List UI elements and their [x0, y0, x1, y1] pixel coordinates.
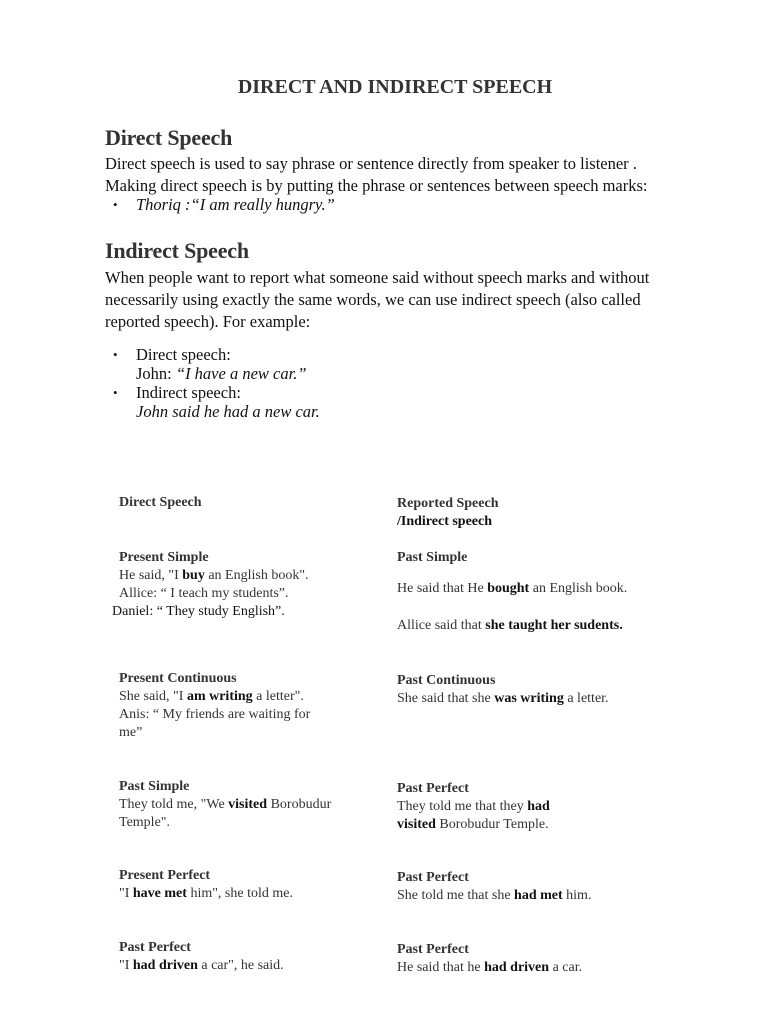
tense-label: Present Simple	[119, 550, 209, 565]
example-line: Allice said that she taught her sudents.	[397, 618, 623, 633]
example-line: She said, "I am writing a letter".	[119, 689, 304, 704]
example-label-indirect: Indirect speech:	[136, 383, 241, 402]
direct-speech-heading: Direct Speech	[105, 125, 233, 150]
table-row-4-reported	[397, 869, 591, 905]
indirect-speech-heading: Indirect Speech	[105, 238, 249, 263]
direct-example-list	[105, 195, 335, 214]
column-header-line-1: Reported Speech	[397, 496, 499, 511]
table-row-2-reported	[397, 672, 609, 708]
tense-label: Present Continuous	[119, 671, 237, 686]
list-item	[105, 195, 335, 214]
tense-label: Past Continuous	[397, 673, 496, 688]
direct-speech-description	[105, 153, 725, 197]
table-row-5-reported	[397, 941, 582, 977]
table-row-3-reported	[397, 780, 550, 834]
indirect-desc-line-1: When people want to report what someone said without speech marks and without	[105, 268, 650, 287]
indirect-speech-description	[105, 267, 725, 333]
table-header-direct	[119, 494, 202, 512]
example-line: He said that He bought an English book.	[397, 581, 628, 596]
example-line: Temple".	[119, 815, 170, 830]
indirect-example-list	[105, 345, 320, 421]
table-row-1-reported	[397, 549, 627, 635]
table-row-4-direct	[119, 867, 293, 903]
direct-desc-line-1: Direct speech is used to say phrase or sentence directly from speaker to listener .	[105, 154, 637, 173]
example-line: visited Borobudur Temple.	[397, 817, 549, 832]
bullet-icon: •	[113, 197, 118, 212]
tense-label: Past Perfect	[397, 942, 469, 957]
tense-label: Past Simple	[397, 550, 468, 565]
list-item	[105, 383, 320, 421]
example-line: He said that he had driven a car.	[397, 960, 583, 975]
table-row-5-direct	[119, 939, 284, 975]
example-line: "I had driven a car", he said.	[119, 958, 284, 973]
bullet-icon: •	[113, 347, 118, 362]
page-title: DIRECT AND INDIRECT SPEECH	[237, 76, 553, 98]
example-line: She said that she was writing a letter.	[397, 691, 609, 706]
example-line: She told me that she had met him.	[397, 888, 592, 903]
column-header: Direct Speech	[119, 495, 202, 510]
tense-label: Past Perfect	[397, 870, 469, 885]
indirect-desc-line-3: reported speech). For example:	[105, 312, 311, 331]
example-line: He said, "I buy an English book".	[119, 568, 309, 583]
example-line: Anis: “ My friends are waiting for	[119, 707, 311, 722]
direct-example-text: Thoriq :“I am really hungry.”	[136, 195, 335, 214]
example-line: Allice: “ I teach my students”.	[119, 586, 289, 601]
tense-label: Present Perfect	[119, 868, 211, 883]
table-row-3-direct	[119, 778, 331, 832]
example-indirect-text: John said he had a new car.	[136, 402, 320, 421]
tense-label: Past Simple	[119, 779, 190, 794]
table-header-reported	[397, 495, 499, 531]
example-line: me”	[119, 725, 143, 740]
indirect-desc-line-2: necessarily using exactly the same words, we can use indirect speech (also called	[105, 290, 641, 309]
example-speaker: John:	[136, 364, 172, 383]
example-label-direct: Direct speech:	[136, 345, 231, 364]
list-item	[105, 345, 320, 383]
example-line: Daniel: “ They study English”.	[112, 604, 285, 619]
table-row-1-direct	[112, 549, 309, 621]
bullet-icon: •	[113, 385, 118, 400]
example-quote: “I have a new car.”	[175, 364, 307, 383]
tense-label: Past Perfect	[119, 940, 191, 955]
example-line: "I have met him", she told me.	[119, 886, 293, 901]
column-header-line-2: /Indirect speech	[397, 514, 493, 529]
table-row-2-direct	[119, 670, 310, 742]
example-direct-line	[136, 364, 320, 383]
direct-desc-line-2: Making direct speech is by putting the phrase or sentences between speech marks:	[105, 176, 648, 195]
example-line: They told me that they had	[397, 799, 550, 814]
example-line: They told me, "We visited Borobudur	[119, 797, 332, 812]
tense-label: Past Perfect	[397, 781, 469, 796]
